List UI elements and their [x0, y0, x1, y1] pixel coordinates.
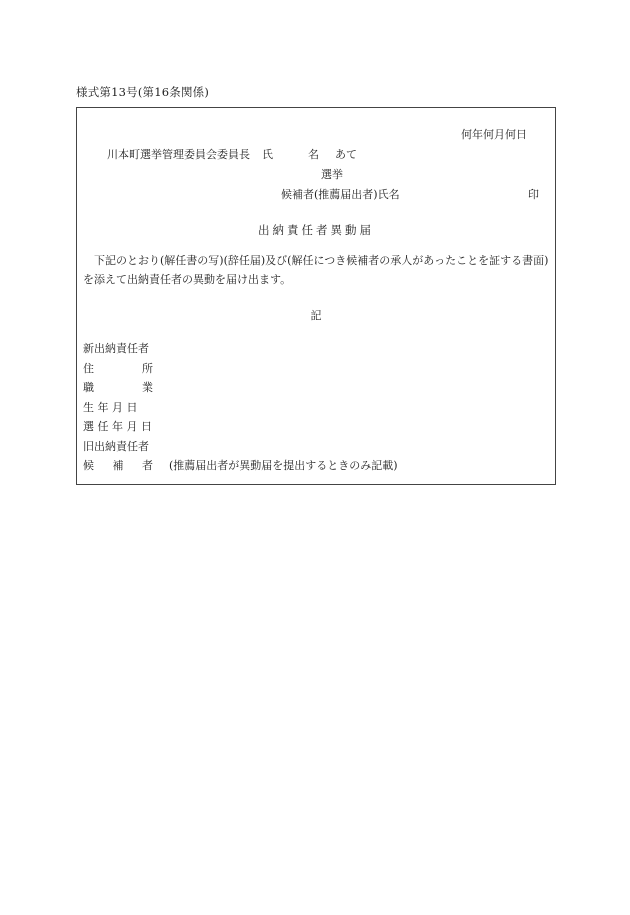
document-title: 出納責任者異動届	[258, 223, 374, 237]
form-number: 様式第13号(第16条関係)	[76, 85, 210, 99]
item-list	[83, 339, 398, 476]
addressee-honorific: あて	[335, 148, 357, 161]
item-label: 職業	[83, 381, 153, 394]
addressee-name: 氏 名	[262, 148, 331, 161]
addressee-title: 川本町選挙管理委員会委員長	[107, 148, 250, 161]
item-appointment-date	[83, 417, 398, 437]
item-occupation	[83, 378, 398, 398]
applicant-name-label: 候補者(推薦届出者)氏名	[281, 188, 400, 201]
item-label: 住所	[83, 361, 153, 375]
form-frame	[76, 107, 556, 485]
addressee	[107, 148, 357, 162]
item-label: 旧出納責任者	[83, 439, 149, 453]
item-note: (推薦届出者が異動届を提出するときのみ記載)	[169, 459, 398, 472]
item-birth-date	[83, 398, 398, 418]
ki-heading: 記	[310, 309, 322, 322]
seal-label: 印	[528, 188, 539, 201]
item-former-treasurer	[83, 437, 398, 457]
item-label: 生 年 月 日	[83, 400, 138, 414]
election-label: 選挙	[321, 168, 343, 181]
item-label: 候補者	[83, 459, 153, 472]
item-new-treasurer	[83, 339, 398, 359]
item-label: 選 任 年 月 日	[83, 420, 152, 433]
date-line: 何年何月何日	[461, 128, 527, 141]
item-candidate	[83, 456, 398, 476]
item-address	[83, 359, 398, 379]
body-text: 下記のとおり(解任書の写)(辞任届)及び(解任につき候補者の承人があったことを証する書面)を添えて出納責任者の異動を届け出ます。	[83, 254, 549, 286]
item-label: 新出納責任者	[83, 342, 149, 355]
